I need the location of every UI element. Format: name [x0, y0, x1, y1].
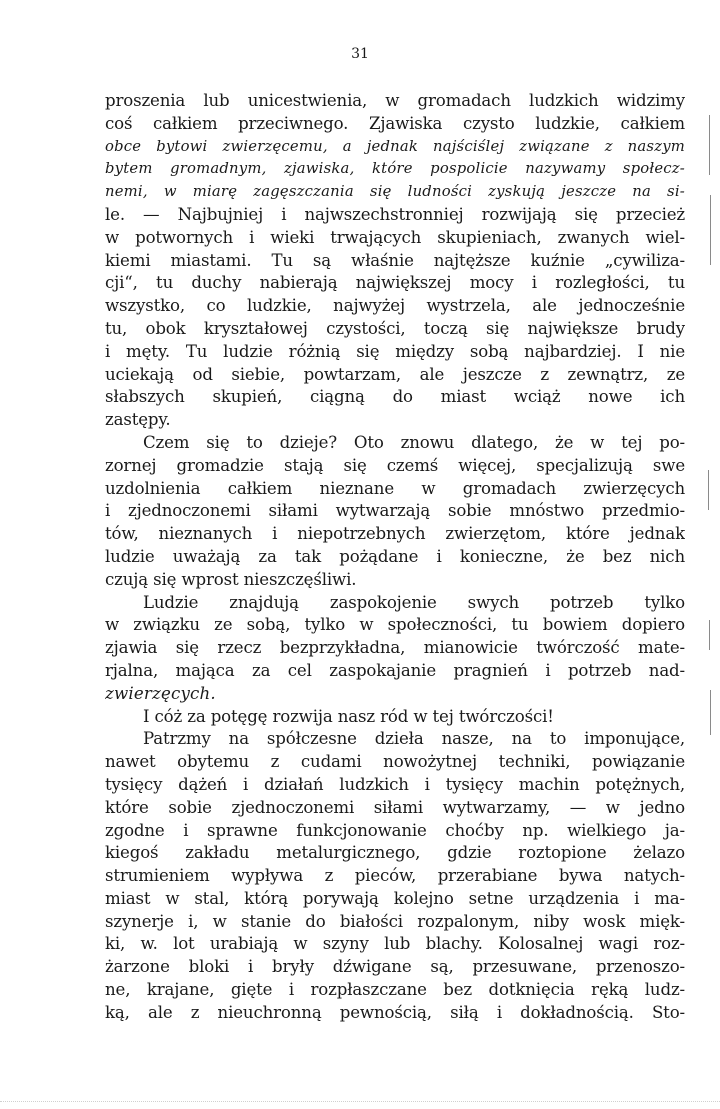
text-line: cji“, tu duchy nabierają największej mocy i rozległości, tu: [105, 273, 685, 293]
text-line: proszenia lub unicestwienia, w gromadach ludzkich widzimy: [105, 91, 685, 110]
paragraph-first-line: Ludzie znajdują zaspokojenie swych potrzeb tylko: [143, 592, 685, 612]
text-line: czują się wprost nieszczęśliwi.: [105, 569, 357, 589]
text-line: słabszych skupień, ciągną do miast wciąż nowe ich: [105, 387, 685, 407]
text-line: rjalna, mająca za cel zaspokajanie pragnień i potrzeb nad-: [105, 660, 685, 680]
page-edge-marks: [694, 0, 720, 1109]
body-text: [105, 90, 685, 1025]
page-number: 31: [351, 46, 369, 62]
text-line: zjawia się rzecz bezprzykładna, mianowicie twórczość mate-: [105, 638, 685, 658]
paragraph-first-line: I cóż za potęgę rozwija nasz ród w tej twórczości!: [143, 706, 554, 726]
text-line: szynerje i, w stanie do białości rozpalonym, niby wosk mięk-: [105, 911, 685, 931]
italic-text-line: bytem gromadnym, zjawiska, które pospolicie nazywamy społecz-: [105, 160, 685, 178]
text-line: kiemi miastami. Tu są właśnie najtęższe kuźnie „cywiliza-: [105, 250, 685, 270]
text-line: uciekają od siebie, powtarzam, ale jeszcze z zewnątrz, ze: [105, 364, 685, 384]
italic-text-line: obce bytowi zwierzęcemu, a jednak najściślej związane z naszym: [105, 137, 685, 155]
text-line: ką, ale z nieuchronną pewnością, siłą i dokładnością. Sto-: [105, 1002, 685, 1022]
text-line: ludzie uważają za tak pożądane i konieczne, że bez nich: [105, 546, 685, 566]
text-line: ne, krajane, gięte i rozpłaszczane bez dotknięcia ręką ludz-: [105, 980, 685, 1000]
text-line: i zjednoczonemi siłami wytwarzają sobie mnóstwo przedmio-: [105, 501, 685, 521]
text-line: ki, w. lot urabiają w szyny lub blachy. Kolosalnej wagi roz-: [105, 934, 685, 954]
text-line: uzdolnienia całkiem nieznane w gromadach zwierzęcych: [105, 478, 685, 498]
text-line: kiegoś zakładu metalurgicznego, gdzie roztopione żelazo: [105, 843, 685, 863]
text-line: i męty. Tu ludzie różnią się między sobą najbardziej. I nie: [105, 341, 685, 361]
text-line: tysięcy dążeń i działań ludzkich i tysięcy machin potężnych,: [105, 774, 685, 794]
text-line: w związku ze sobą, tylko w społeczności, tu bowiem dopiero: [105, 615, 685, 635]
text-line: w potwornych i wieki trwających skupieniach, zwanych wiel-: [105, 227, 685, 247]
text-line: nawet obytemu z cudami nowożytnej techniki, powiązanie: [105, 752, 685, 772]
text-line: tów, nieznanych i niepotrzebnych zwierzętom, które jednak: [105, 524, 685, 544]
text-line: coś całkiem przeciwnego. Zjawiska czysto ludzkie, całkiem: [105, 113, 685, 133]
text-line: zornej gromadzie stają się czemś więcej, specjalizują swe: [105, 455, 685, 475]
paragraph-first-line: Patrzmy na spółczesne dzieła nasze, na to imponujące,: [143, 729, 685, 749]
text-line: strumieniem wypływa z pieców, przerabiane bywa natych-: [105, 866, 685, 886]
text-line: zastępy.: [105, 410, 171, 430]
text-line: wszystko, co ludzkie, najwyżej wystrzela, ale jednocześnie: [105, 296, 685, 316]
text-line: miast w stal, którą porywają kolejno setne urządzenia i ma-: [105, 888, 685, 908]
text-line: tu, obok kryształowej czystości, toczą się największe brudy: [105, 318, 685, 338]
page-bottom-edge: [0, 1101, 720, 1103]
italic-text-line: zwierzęcych.: [105, 683, 216, 703]
text-line: le. — Najbujniej i najwszechstronniej rozwijają się przecież: [105, 204, 685, 224]
italic-text-line: nemi, w miarę zagęszczania się ludności zyskują jeszcze na si-: [105, 183, 685, 201]
text-line: zgodne i sprawne funkcjonowanie choćby np. wielkiego ja-: [105, 820, 685, 840]
text-line: żarzone bloki i bryły dźwigane są, przesuwane, przenoszo-: [105, 957, 685, 977]
paragraph-first-line: Czem się to dzieje? Oto znowu dlatego, że w tej po-: [143, 432, 685, 452]
text-line: które sobie zjednoczonemi siłami wytwarzamy, — w jedno: [105, 797, 685, 817]
